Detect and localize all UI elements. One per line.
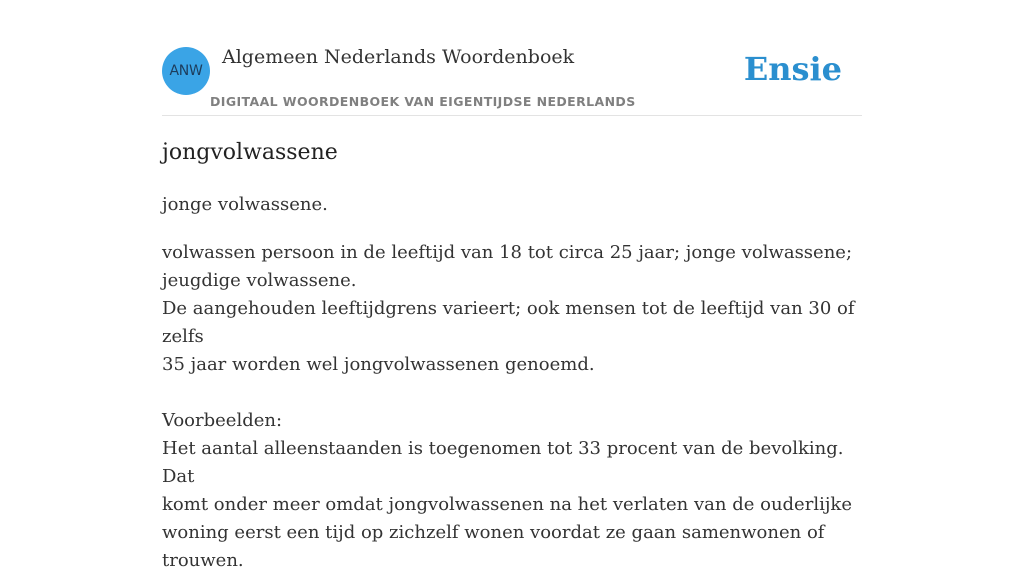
entry-headword: jongvolwassene [162, 140, 338, 165]
site-header [162, 0, 862, 116]
anw-logo[interactable]: ANW [162, 47, 210, 95]
examples-label: Voorbeelden: [162, 410, 283, 431]
site-subtitle: DIGITAAL WOORDENBOEK VAN EIGENTIJDSE NEDERLANDS [210, 94, 636, 109]
example-line: Het aantal alleenstaanden is toegenomen tot 33 procent van de bevolking. Dat [162, 438, 844, 487]
note-line: De aangehouden leeftijdgrens varieert; ook mensen tot de leeftijd van 30 of zelfs [162, 298, 855, 347]
ensie-brand-link[interactable]: Ensie [743, 50, 842, 88]
content-container [162, 0, 862, 571]
example-line: woning eerst een tijd op zichzelf wonen voordat ze gaan samenwonen of [162, 522, 825, 543]
note-line: 35 jaar worden wel jongvolwassenen genoemd. [162, 354, 595, 375]
example-line: trouwen. [162, 550, 244, 571]
definition-line: jeugdige volwassene. [162, 270, 357, 291]
definition-line: volwassen persoon in de leeftijd van 18 tot circa 25 jaar; jonge volwassene; [162, 242, 853, 263]
example-line: komt onder meer omdat jongvolwassenen na het verlaten van de ouderlijke [162, 494, 852, 515]
site-title[interactable]: Algemeen Nederlands Woordenboek [222, 46, 575, 68]
entry-body [162, 239, 862, 575]
paragraph-gap [162, 379, 862, 407]
short-definition: jonge volwassene. [162, 194, 328, 215]
